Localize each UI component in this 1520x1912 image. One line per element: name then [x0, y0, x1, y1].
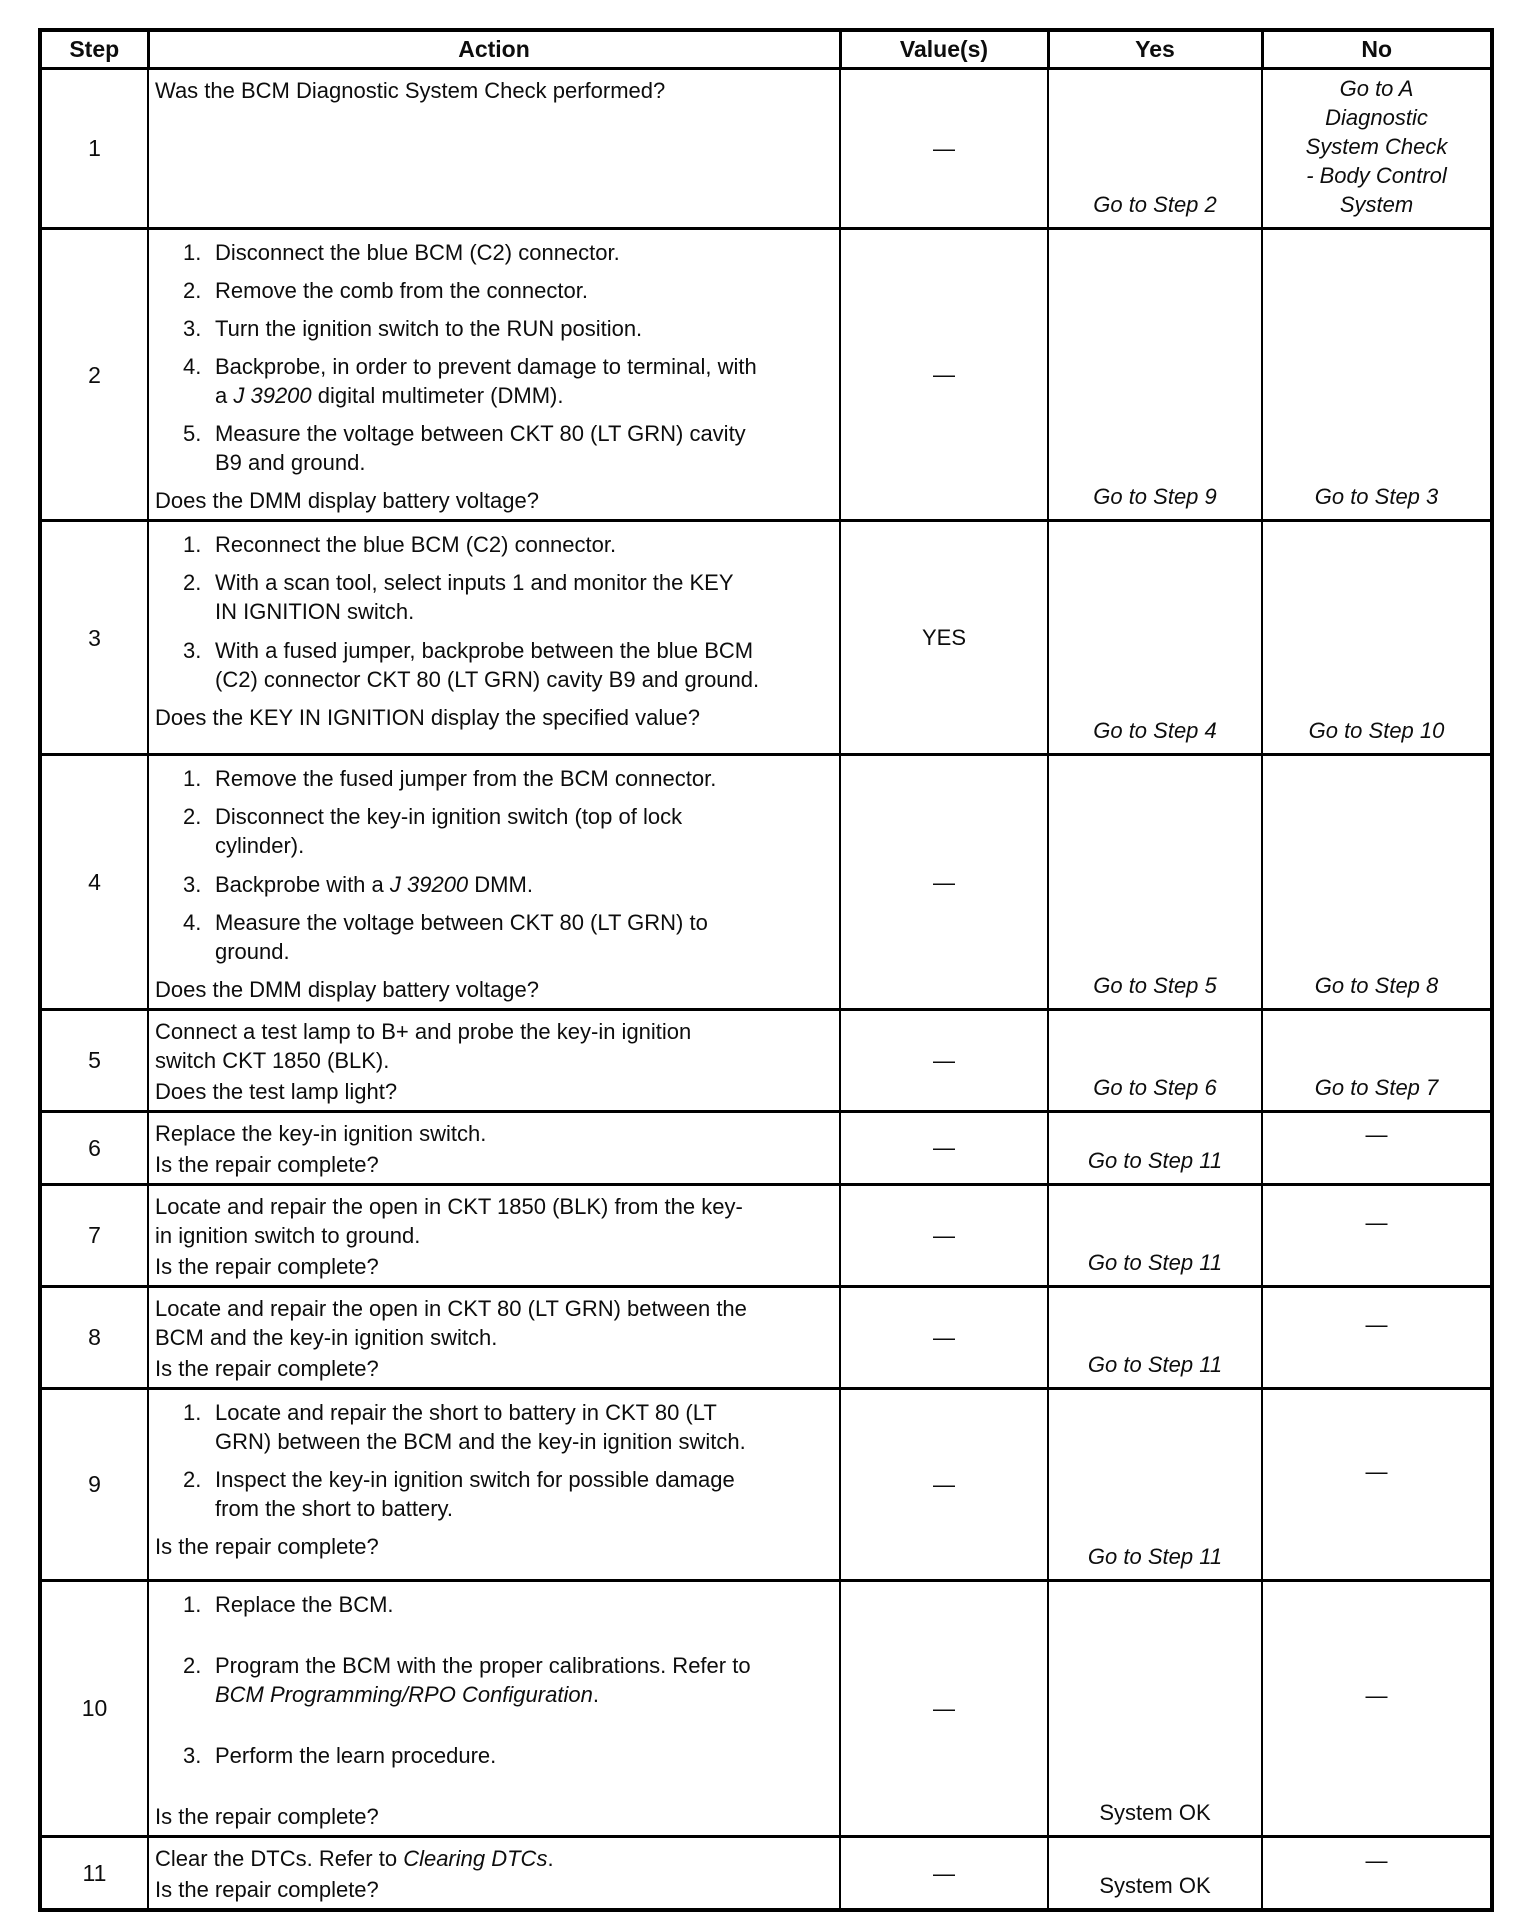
action-item-text: With a scan tool, select inputs 1 and monitor the KEY IN IGNITION switch. [215, 570, 734, 625]
action-question: Does the test lamp light? [155, 1078, 398, 1104]
diagnostic-table [38, 28, 1494, 1912]
value-text: YES [921, 625, 967, 651]
no-cell [1262, 755, 1492, 1009]
no-cell [1262, 1184, 1492, 1286]
action-text: Clear the DTCs. Refer to Clearing DTCs. [155, 1846, 554, 1872]
table-row [40, 1111, 1492, 1184]
action-item-number: 2. [183, 1467, 202, 1493]
action-item [183, 352, 833, 410]
action-item-number: 2. [183, 570, 202, 596]
action-item [183, 1651, 833, 1709]
yes-cell [1048, 1837, 1262, 1911]
action-item-number: 3. [183, 1743, 202, 1769]
table-row [40, 1388, 1492, 1580]
action-item-number: 3. [183, 871, 202, 897]
table-row [40, 1580, 1492, 1836]
action-item-number: 5. [183, 421, 202, 447]
action-text: Replace the key-in ignition switch. [155, 1120, 487, 1146]
action-question: Is the repair complete? [155, 1151, 379, 1177]
action-item-number: 1. [183, 240, 202, 266]
yes-cell [1048, 521, 1262, 755]
header-action: Action [148, 30, 840, 69]
step-number: 10 [40, 1580, 148, 1836]
step-number: 6 [40, 1111, 148, 1184]
action-item [183, 908, 833, 966]
action-question: Is the repair complete? [155, 1355, 379, 1381]
value-cell [840, 1286, 1048, 1388]
table-row [40, 521, 1492, 755]
action-item [183, 1398, 833, 1456]
no-cell [1262, 521, 1492, 755]
header-row [40, 30, 1492, 69]
action-question: Does the KEY IN IGNITION display the specified value? [155, 704, 700, 730]
value-text: — [933, 136, 955, 162]
yes-cell [1048, 1184, 1262, 1286]
no-text: Go to Step 8 [1314, 972, 1439, 998]
action-cell [148, 1009, 840, 1111]
table-row [40, 69, 1492, 229]
action-cell [148, 755, 840, 1009]
action-item-text: Perform the learn procedure. [215, 1743, 497, 1769]
action-item [183, 1465, 833, 1523]
yes-text: Go to Step 4 [1093, 718, 1217, 744]
action-item [183, 314, 833, 343]
value-cell [840, 1837, 1048, 1911]
value-cell [840, 521, 1048, 755]
value-cell [840, 1184, 1048, 1286]
action-item-number: 4. [183, 354, 202, 380]
action-item [183, 802, 833, 860]
yes-text: Go to Step 11 [1087, 1147, 1223, 1173]
action-item-text: Replace the BCM. [215, 1591, 394, 1617]
action-item [183, 870, 833, 899]
no-cell [1262, 229, 1492, 521]
yes-cell [1048, 1286, 1262, 1388]
action-item-number: 2. [183, 1653, 202, 1678]
action-item [183, 530, 833, 559]
step-number: 1 [40, 69, 148, 229]
action-cell [148, 1837, 840, 1911]
step-number: 3 [40, 521, 148, 755]
action-item [183, 1590, 833, 1619]
action-item [183, 568, 833, 626]
table-body [40, 69, 1492, 1911]
action-cell [148, 521, 840, 755]
yes-text: Go to Step 9 [1093, 484, 1217, 510]
action-text: Connect a test lamp to B+ and probe the key-in ignition switch CKT 1850 (BLK). [155, 1018, 692, 1073]
no-cell [1262, 1111, 1492, 1184]
action-item [183, 238, 833, 267]
step-number: 2 [40, 229, 148, 521]
action-item-text: With a fused jumper, backprobe between the blue BCM (C2) connector CKT 80 (LT GRN) cavity B9 and ground. [215, 637, 760, 692]
no-cell [1262, 1580, 1492, 1836]
header-yes: Yes [1048, 30, 1262, 69]
yes-text: Go to Step 11 [1087, 1543, 1223, 1569]
action-item-text: Reconnect the blue BCM (C2) connector. [215, 532, 617, 558]
action-item-text: Backprobe, in order to prevent damage to terminal, with a J 39200 digital multimeter (DMM). [215, 354, 757, 409]
action-question: Is the repair complete? [155, 1534, 379, 1560]
action-item-text: Remove the fused jumper from the BCM connector. [215, 766, 717, 792]
action-item-number: 2. [183, 278, 202, 304]
yes-cell [1048, 1388, 1262, 1580]
table-row [40, 1184, 1492, 1286]
value-text: — [933, 1860, 955, 1886]
action-item-number: 3. [183, 637, 202, 663]
action-item-text: Measure the voltage between CKT 80 (LT GRN) to ground. [215, 909, 708, 964]
value-cell [840, 1580, 1048, 1836]
step-number: 9 [40, 1388, 148, 1580]
no-cell [1262, 69, 1492, 229]
no-text: Go to A Diagnostic System Check - Body Control System [1305, 76, 1448, 218]
value-text: — [933, 1696, 955, 1722]
action-text: Locate and repair the open in CKT 80 (LT GRN) between the BCM and the key-in ignition switch. [155, 1295, 747, 1350]
table-row [40, 1837, 1492, 1911]
action-cell [148, 1184, 840, 1286]
action-cell [148, 1111, 840, 1184]
no-text: — [1365, 1458, 1388, 1484]
step-number: 4 [40, 755, 148, 1009]
value-text: — [933, 1324, 955, 1350]
value-text: — [933, 869, 955, 895]
action-cell [148, 69, 840, 229]
no-text: Go to Step 10 [1308, 718, 1445, 744]
action-question: Is the repair complete? [155, 1877, 379, 1903]
header-values: Value(s) [840, 30, 1048, 69]
yes-text: Go to Step 2 [1093, 192, 1217, 218]
value-cell [840, 1111, 1048, 1184]
no-cell [1262, 1009, 1492, 1111]
action-item-number: 1. [183, 1591, 202, 1617]
value-cell [840, 69, 1048, 229]
yes-cell [1048, 1009, 1262, 1111]
action-item-number: 1. [183, 532, 202, 558]
action-question: Does the DMM display battery voltage? [155, 976, 539, 1002]
no-cell [1262, 1286, 1492, 1388]
action-item-text: Inspect the key-in ignition switch for possible damage from the short to battery. [215, 1467, 735, 1522]
header-step: Step [40, 30, 148, 69]
value-cell [840, 1009, 1048, 1111]
action-item-text: Disconnect the blue BCM (C2) connector. [215, 240, 620, 266]
value-cell [840, 755, 1048, 1009]
value-text: — [933, 1047, 955, 1073]
yes-text: Go to Step 11 [1087, 1351, 1223, 1377]
action-question: Does the DMM display battery voltage? [155, 488, 539, 514]
action-item [183, 1741, 833, 1770]
action-item-text: Remove the comb from the connector. [215, 278, 588, 304]
step-number: 7 [40, 1184, 148, 1286]
value-text: — [933, 362, 955, 388]
table-row [40, 1286, 1492, 1388]
action-item-text: Measure the voltage between CKT 80 (LT GRN) cavity B9 and ground. [215, 421, 746, 476]
no-text: Go to Step 3 [1314, 484, 1439, 510]
no-cell [1262, 1837, 1492, 1911]
step-number: 11 [40, 1837, 148, 1911]
yes-text: System OK [1099, 1873, 1211, 1899]
action-item [183, 636, 833, 694]
header-no: No [1262, 30, 1492, 69]
action-cell [148, 229, 840, 521]
yes-text: Go to Step 11 [1087, 1249, 1223, 1275]
action-cell [148, 1388, 840, 1580]
no-text: — [1365, 1209, 1388, 1235]
no-text: — [1365, 1847, 1388, 1873]
action-item-text: Locate and repair the short to battery in CKT 80 (LT GRN) between the BCM and the key-in ignition switch. [215, 1399, 746, 1454]
table-row [40, 1009, 1492, 1111]
action-item-text: Backprobe with a J 39200 DMM. [215, 871, 533, 897]
action-item [183, 419, 833, 477]
value-text: — [933, 1222, 955, 1248]
no-text: Go to Step 7 [1314, 1074, 1439, 1100]
value-text: — [933, 1135, 955, 1161]
action-item-number: 4. [183, 909, 202, 935]
action-cell [148, 1286, 840, 1388]
no-text: — [1365, 1311, 1388, 1337]
value-cell [840, 229, 1048, 521]
action-item-number: 2. [183, 804, 202, 830]
yes-cell [1048, 229, 1262, 521]
action-item-number: 1. [183, 766, 202, 792]
no-text: — [1365, 1122, 1388, 1148]
step-number: 8 [40, 1286, 148, 1388]
yes-cell [1048, 1111, 1262, 1184]
action-cell [148, 1580, 840, 1836]
step-number: 5 [40, 1009, 148, 1111]
action-question: Is the repair complete? [155, 1804, 379, 1830]
yes-cell [1048, 69, 1262, 229]
table-row [40, 755, 1492, 1009]
action-item-number: 1. [183, 1399, 202, 1425]
yes-text: Go to Step 5 [1093, 972, 1217, 998]
action-item [183, 276, 833, 305]
no-cell [1262, 1388, 1492, 1580]
action-item-text: Disconnect the key-in ignition switch (top of lock cylinder). [215, 804, 683, 859]
yes-text: Go to Step 6 [1093, 1074, 1217, 1100]
action-item-text: Turn the ignition switch to the RUN position. [215, 316, 643, 342]
yes-text: System OK [1099, 1800, 1211, 1826]
value-cell [840, 1388, 1048, 1580]
action-question: Is the repair complete? [155, 1253, 379, 1279]
action-item [183, 764, 833, 793]
action-text: Was the BCM Diagnostic System Check performed? [155, 78, 666, 103]
action-text: Locate and repair the open in CKT 1850 (BLK) from the key-in ignition switch to ground. [155, 1193, 743, 1248]
table-row [40, 229, 1492, 521]
yes-cell [1048, 755, 1262, 1009]
no-text: — [1365, 1683, 1388, 1709]
yes-cell [1048, 1580, 1262, 1836]
action-item-text: Program the BCM with the proper calibrations. Refer to BCM Programming/RPO Configuration. [215, 1653, 751, 1708]
action-item-number: 3. [183, 316, 202, 342]
value-text: — [933, 1471, 955, 1497]
